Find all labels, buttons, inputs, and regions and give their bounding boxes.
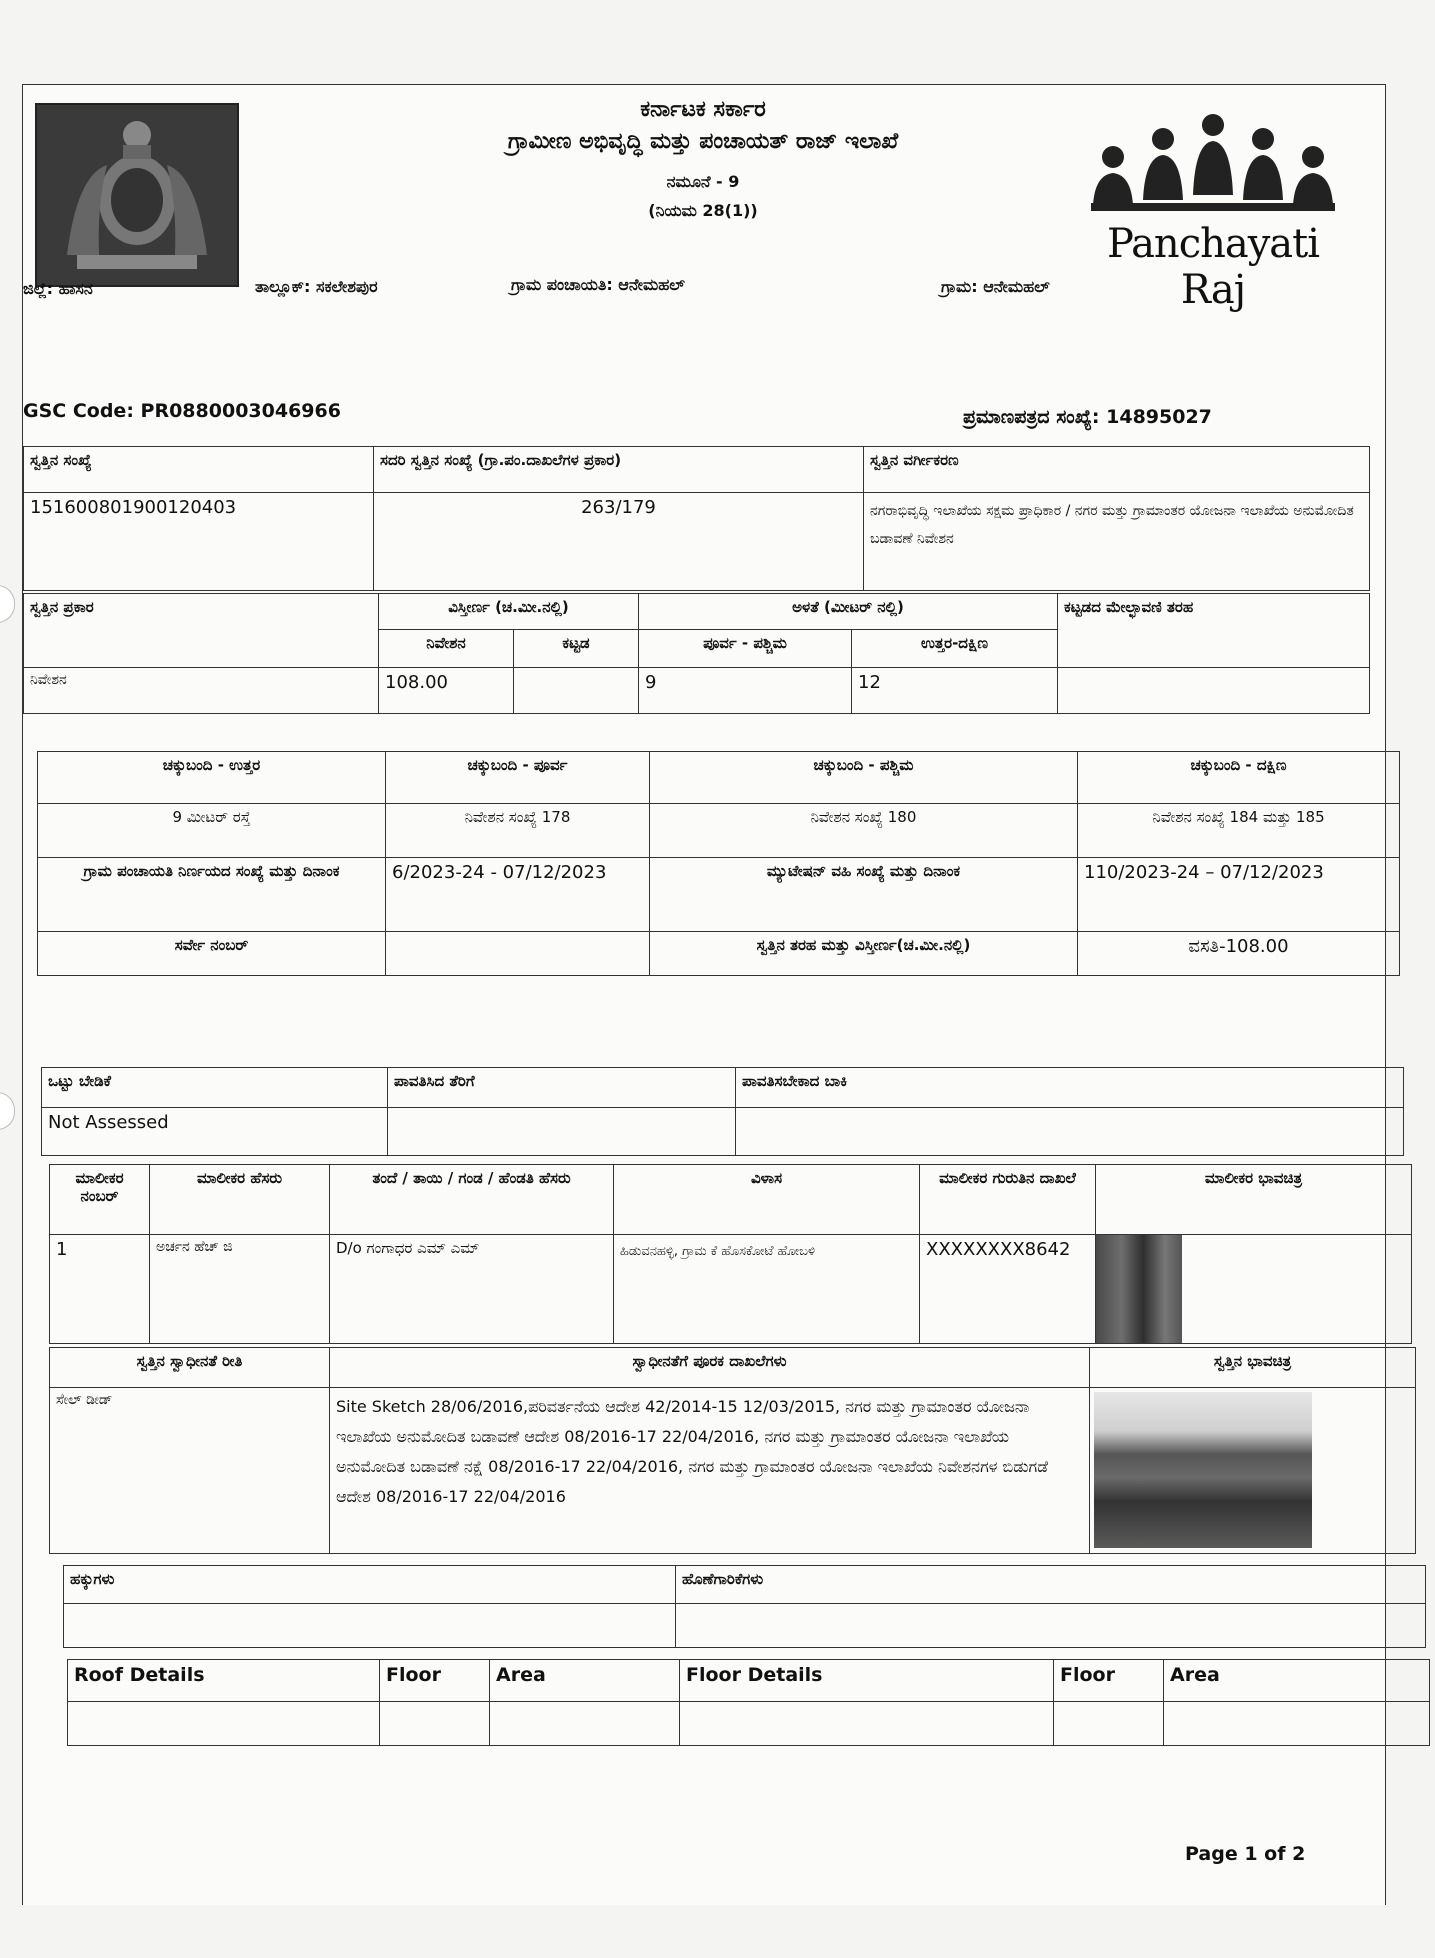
total-demand: Not Assessed — [42, 1108, 388, 1156]
west-label: ಚಕ್ಕುಬಂದಿ - ಪಶ್ಚಿಮ — [650, 752, 1078, 804]
table-row — [50, 1235, 1412, 1344]
owner-id-label: ಮಾಲೀಕರ ಗುರುತಿನ ದಾಖಲೆ — [920, 1165, 1096, 1235]
owner-number: 1 — [50, 1235, 150, 1344]
owner-id: XXXXXXXX8642 — [920, 1235, 1096, 1344]
supporting-docs: Site Sketch 28/06/2016,ಪರಿವರ್ತನೆಯ ಆದೇಶ 42/2014-15 12/03/2015, ನಗರ ಮತ್ತು ಗ್ರಾಮಾಂತರ ಯೋಜನಾ ಇಲಾಖೆಯ ಅನುಮೋದಿತ ಬಡಾವಣೆ ಆದೇಶ 08/2016-17 22/04/2016, ನಗರ ಮತ್ತು ಗ್ರಾಮಾಂತರ ಯೋಜನಾ ಇಲಾಖೆಯ ಅನುಮೋದಿತ ಬಡಾವಣೆ ನಕ್ಷೆ 08/2016-17 22/04/2016, ನಗರ ಮತ್ತು ಗ್ರಾಮಾಂತರ ಯೋಜನಾ ಇಲಾಖೆಯ ನಿವೇಶನಗಳ ಬಿಡುಗಡೆ ಆದೇಶ 08/2016-17 22/04/2016 — [330, 1388, 1090, 1554]
relation-label: ತಂದೆ / ತಾಯಿ / ಗಂಡ / ಹೆಂಡತಿ ಹೆಸರು — [330, 1165, 614, 1235]
gp-number-label: ಸದರಿ ಸ್ವತ್ತಿನ ಸಂಖ್ಯೆ (ಗ್ರಾ.ಪಂ.ದಾಖಲೆಗಳ ಪ್ರಕಾರ) — [374, 447, 864, 493]
owner-name-label: ಮಾಲೀಕರ ಹೆಸರು — [150, 1165, 330, 1235]
south-boundary: ನಿವೇಶನ ಸಂಖ್ಯೆ 184 ಮತ್ತು 185 — [1078, 804, 1400, 858]
owner-relation: D/o ಗಂಗಾಧರ ಎಮ್ ಎಮ್ — [330, 1235, 614, 1344]
owner-address: ಹಿಡುವನಹಳ್ಳಿ, ಗ್ರಾಮ ಕೆ ಹೊಸಕೋಟೆ ಹೋಬಳಿ — [614, 1235, 920, 1344]
kind-area-label: ಸ್ವತ್ತಿನ ತರಹ ಮತ್ತು ವಿಸ್ತೀರ್ಣ(ಚ.ಮೀ.ನಲ್ಲಿ) — [650, 932, 1078, 976]
floor-details-label: Floor Details — [680, 1660, 1054, 1702]
survey-number — [386, 932, 650, 976]
punch-hole — [0, 585, 15, 623]
total-demand-label: ಒಟ್ಟು ಬೇಡಿಕೆ — [42, 1068, 388, 1108]
floor-floor-label: Floor — [1054, 1660, 1164, 1702]
building-label: ಕಟ್ಟಡ — [514, 630, 639, 668]
property-id-label: ಸ್ವತ್ತಿನ ಸಂಖ್ಯೆ — [24, 447, 374, 493]
gp-resolution: 6/2023-24 - 07/12/2023 — [386, 858, 650, 932]
dimensions-table — [23, 593, 1370, 714]
logo-text: Panchayati Raj — [1106, 221, 1320, 313]
address-label: ವಿಳಾಸ — [614, 1165, 920, 1235]
panchayati-raj-logo — [1083, 105, 1343, 313]
due-amount — [736, 1108, 1404, 1156]
floor-details-cell — [680, 1702, 1054, 1746]
east-boundary: ನಿವೇಶನ ಸಂಖ್ಯೆ 178 — [386, 804, 650, 858]
gram-panchayat: ಗ್ರಾಮ ಪಂಚಾಯತಿ: ಆನೇಮಹಲ್ — [511, 275, 685, 294]
floor-area-label: Area — [1164, 1660, 1430, 1702]
east-label: ಚಕ್ಕುಬಂದಿ - ಪೂರ್ವ — [386, 752, 650, 804]
page-number: Page 1 of 2 — [1185, 1843, 1306, 1865]
header-titles — [323, 95, 1083, 225]
acquisition-mode: ಸೇಲ್ ಡೀಡ್ — [50, 1388, 330, 1554]
punch-hole — [0, 1092, 15, 1130]
owner-photo-label: ಮಾಲೀಕರ ಭಾವಚಿತ್ರ — [1096, 1165, 1412, 1235]
district: ಜಿಲ್ಲೆ: ಹಾಸನ — [23, 279, 93, 298]
supporting-docs-label: ಸ್ವಾಧೀನತೆಗೆ ಪೂರಕ ದಾಖಲೆಗಳು — [330, 1348, 1090, 1388]
building-area — [514, 668, 639, 714]
roof-details-label: Roof Details — [68, 1660, 380, 1702]
roof-details-cell — [68, 1702, 380, 1746]
north-south-label: ಉತ್ತರ-ದಕ್ಷಿಣ — [852, 630, 1058, 668]
site-label: ನಿವೇಶನ — [379, 630, 514, 668]
roof-floor-cell — [380, 1702, 490, 1746]
gp-number: 263/179 — [374, 493, 864, 591]
paid-tax-label: ಪಾವತಿಸಿದ ತೆರಿಗೆ — [388, 1068, 736, 1108]
roof-area-label: Area — [490, 1660, 680, 1702]
liabilities-value — [676, 1604, 1426, 1648]
owner-name: ಅರ್ಚನ ಹೆಚ್ ಜಿ — [150, 1235, 330, 1344]
owner-number-label: ಮಾಲೀಕರ ನಂಬರ್ — [50, 1165, 150, 1235]
gp-resolution-label: ಗ್ರಾಮ ಪಂಚಾಯತಿ ನಿರ್ಣಯದ ಸಂಖ್ಯೆ ಮತ್ತು ದಿನಾಂಕ — [38, 858, 386, 932]
property-type: ನಿವೇಶನ — [24, 668, 379, 714]
roof-floor-label: Floor — [380, 1660, 490, 1702]
classification-label: ಸ್ವತ್ತಿನ ವರ್ಗೀಕರಣ — [864, 447, 1370, 493]
liabilities-label: ಹೊಣೆಗಾರಿಕೆಗಳು — [676, 1566, 1426, 1604]
form-number: ನಮೂನೆ - 9 — [666, 172, 740, 191]
rights-label: ಹಕ್ಕುಗಳು — [64, 1566, 676, 1604]
floor-floor-cell — [1054, 1702, 1164, 1746]
certificate-sheet — [22, 84, 1386, 1905]
site-area: 108.00 — [379, 668, 514, 714]
owners-table — [49, 1164, 1412, 1344]
east-west-label: ಪೂರ್ವ - ಪಶ್ಚಿಮ — [639, 630, 852, 668]
roof-type-label: ಕಟ್ಟಡದ ಮೇಲ್ಛಾವಣಿ ತರಹ — [1058, 594, 1370, 668]
govt-title: ಕರ್ನಾಟಕ ಸರ್ಕಾರ — [640, 97, 766, 122]
village: ಗ್ರಾಮ: ಆನೇಮಹಲ್ — [941, 277, 1050, 296]
north-label: ಚಕ್ಕುಬಂದಿ - ಉತ್ತರ — [38, 752, 386, 804]
rule-number: (ನಿಯಮ 28(1)) — [648, 201, 758, 220]
taluk: ತಾಲ್ಲೂಕ್: ಸಕಲೇಶಪುರ — [255, 277, 378, 296]
boundaries-table — [37, 751, 1400, 976]
mutation-value: 110/2023-24 – 07/12/2023 — [1078, 858, 1400, 932]
north-south: 12 — [852, 668, 1058, 714]
property-id: 151600801900120403 — [24, 493, 374, 591]
tax-table — [41, 1067, 1404, 1156]
certificate-number: ಪ್ರಮಾಣಪತ್ರದ ಸಂಖ್ಯೆ: 14895027 — [963, 406, 1212, 428]
rights-value — [64, 1604, 676, 1648]
acquisition-table — [49, 1347, 1416, 1554]
owner-photo — [1096, 1235, 1182, 1343]
floor-area-cell — [1164, 1702, 1430, 1746]
gsc-code: GSC Code: PR0880003046966 — [23, 400, 341, 422]
east-west: 9 — [639, 668, 852, 714]
karnataka-emblem-icon — [35, 103, 239, 287]
classification: ನಗರಾಭಿವೃದ್ಧಿ ಇಲಾಖೆಯ ಸಕ್ಷಮ ಪ್ರಾಧಿಕಾರ / ನಗರ ಮತ್ತು ಗ್ರಾಮಾಂತರ ಯೋಜನಾ ಇಲಾಖೆಯ ಅನುಮೋದಿತ ಬಡಾವಣೆ ನಿವೇಶನ — [864, 493, 1370, 591]
area-label: ವಿಸ್ತೀರ್ಣ (ಚ.ಮೀ.ನಲ್ಲಿ) — [379, 594, 639, 630]
west-boundary: ನಿವೇಶನ ಸಂಖ್ಯೆ 180 — [650, 804, 1078, 858]
acquisition-mode-label: ಸ್ವತ್ತಿನ ಸ್ವಾಧೀನತೆ ರೀತಿ — [50, 1348, 330, 1388]
people-group-icon — [1083, 105, 1343, 215]
mutation-label: ಮ್ಯುಟೇಷನ್ ವಹಿ ಸಂಖ್ಯೆ ಮತ್ತು ದಿನಾಂಕ — [650, 858, 1078, 932]
property-photo-label: ಸ್ವತ್ತಿನ ಭಾವಚಿತ್ರ — [1090, 1348, 1416, 1388]
north-boundary: 9 ಮೀಟರ್ ರಸ್ತೆ — [38, 804, 386, 858]
property-photo — [1094, 1392, 1312, 1548]
roof-type — [1058, 668, 1370, 714]
roof-floor-table — [67, 1659, 1430, 1746]
kind-area: ವಸತಿ-108.00 — [1078, 932, 1400, 976]
rights-table — [63, 1565, 1426, 1648]
due-label: ಪಾವತಿಸಬೇಕಾದ ಬಾಕಿ — [736, 1068, 1404, 1108]
south-label: ಚಕ್ಕುಬಂದಿ - ದಕ್ಷಿಣ — [1078, 752, 1400, 804]
roof-area-cell — [490, 1702, 680, 1746]
measurement-label: ಅಳತೆ (ಮೀಟರ್ ನಲ್ಲಿ) — [639, 594, 1058, 630]
property-type-label: ಸ್ವತ್ತಿನ ಪ್ರಕಾರ — [24, 594, 379, 668]
survey-number-label: ಸರ್ವೇ ನಂಬರ್ — [38, 932, 386, 976]
property-table — [23, 446, 1370, 591]
paid-tax — [388, 1108, 736, 1156]
dept-title: ಗ್ರಾಮೀಣ ಅಭಿವೃದ್ಧಿ ಮತ್ತು ಪಂಚಾಯತ್ ರಾಜ್ ಇಲಾಖೆ — [507, 129, 899, 154]
